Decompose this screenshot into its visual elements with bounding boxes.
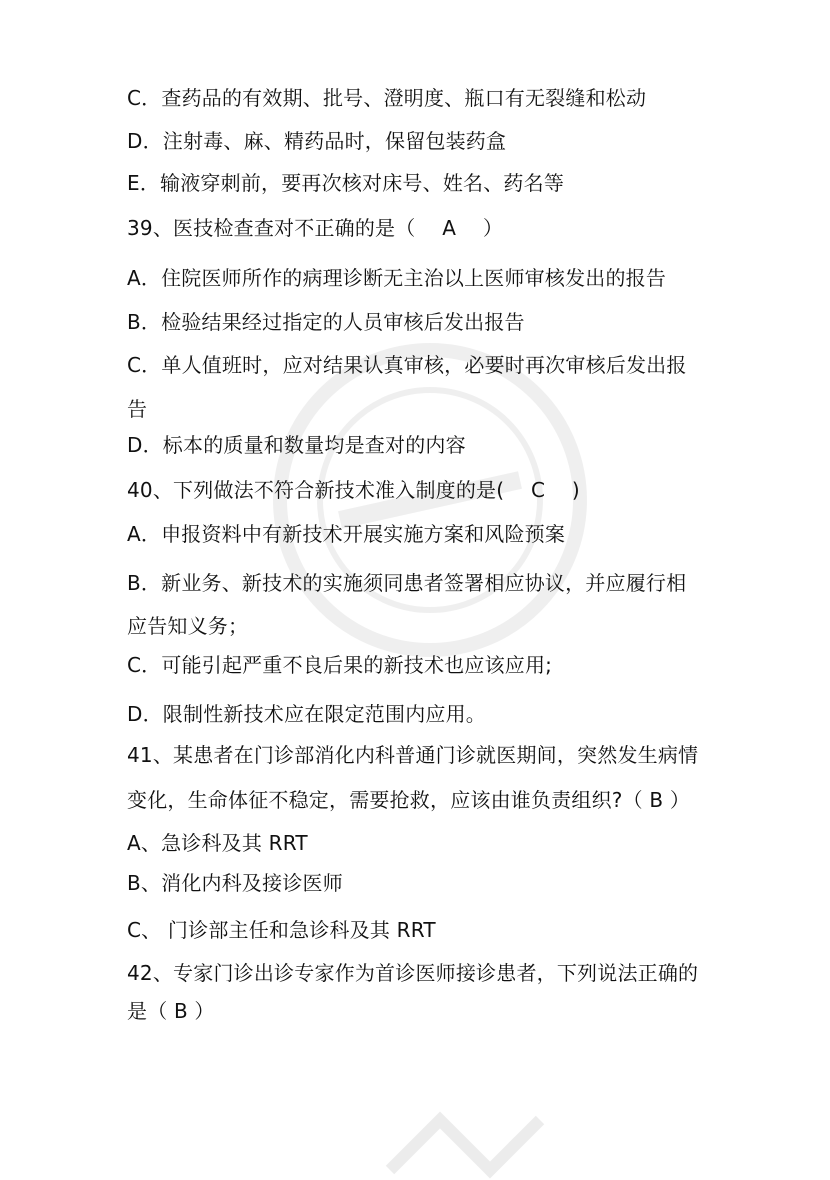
question-42: 42、专家门诊出诊专家作为首诊医师接诊患者，下列说法正确的 bbox=[127, 961, 699, 985]
question-40-option-b: B．新业务、新技术的实施须同患者签署相应协议，并应履行相 bbox=[127, 571, 687, 595]
option-c-drug-check: C．查药品的有效期、批号、澄明度、瓶口有无裂缝和松动 bbox=[127, 86, 647, 110]
question-39: 39、医技检查查对不正确的是（ A ） bbox=[127, 216, 504, 240]
watermark-bottom-icon bbox=[380, 1110, 560, 1180]
question-41-cont: 变化，生命体征不稳定，需要抢救，应该由谁负责组织?（ B ） bbox=[127, 788, 691, 812]
question-40-option-c: C．可能引起严重不良后果的新技术也应该应用; bbox=[127, 653, 553, 677]
question-39-option-c-cont: 告 bbox=[127, 397, 148, 421]
question-41-option-a: A、急诊科及其 RRT bbox=[127, 831, 308, 855]
question-40-option-a: A．申报资料中有新技术开展实施方案和风险预案 bbox=[127, 522, 566, 546]
question-42-cont: 是（ B ） bbox=[127, 999, 215, 1023]
question-39-option-b: B．检验结果经过指定的人员审核后发出报告 bbox=[127, 310, 525, 334]
question-40-option-d: D．限制性新技术应在限定范围内应用。 bbox=[127, 702, 487, 726]
question-41-option-b: B、消化内科及接诊医师 bbox=[127, 871, 343, 895]
option-d-narcotic-package: D．注射毒、麻、精药品时，保留包装药盒 bbox=[127, 129, 507, 153]
question-41-option-c: C、 门诊部主任和急诊科及其 RRT bbox=[127, 918, 436, 942]
question-40: 40、下列做法不符合新技术准入制度的是( C ) bbox=[127, 478, 580, 502]
question-39-option-d: D．标本的质量和数量均是查对的内容 bbox=[127, 433, 466, 457]
question-41: 41、某患者在门诊部消化内科普通门诊就医期间，突然发生病情 bbox=[127, 743, 699, 767]
question-39-option-a: A．住院医师所作的病理诊断无主治以上医师审核发出的报告 bbox=[127, 266, 667, 290]
question-39-option-c: C．单人值班时，应对结果认真审核，必要时再次审核后发出报 bbox=[127, 353, 687, 377]
option-e-infusion-check: E．输液穿刺前，要再次核对床号、姓名、药名等 bbox=[127, 171, 565, 195]
question-40-option-b-cont: 应告知义务； bbox=[127, 614, 249, 638]
